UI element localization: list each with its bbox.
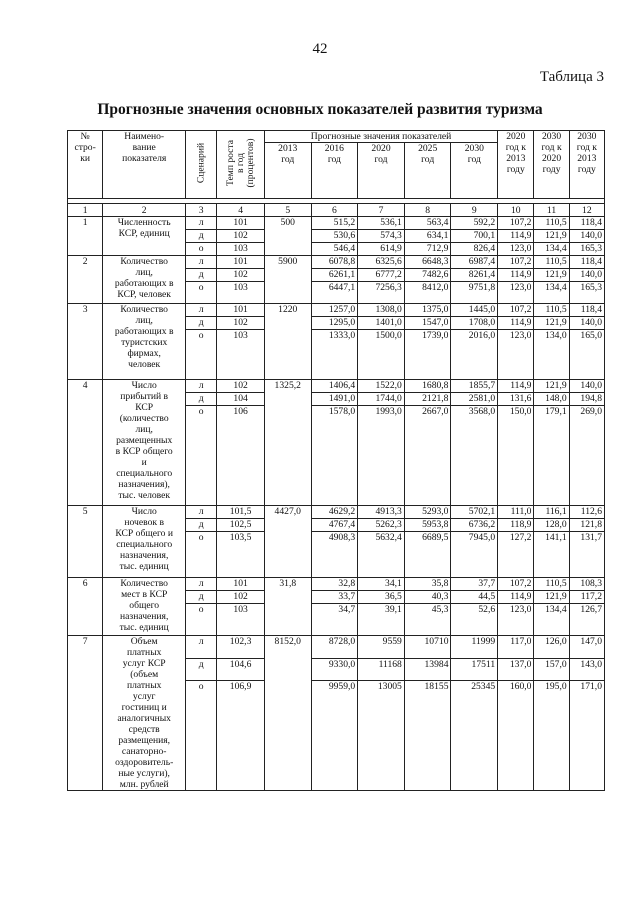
ratio-2030-2020-cell: 110,5 [534, 304, 569, 317]
value-2030-cell: 6736,2 [451, 519, 498, 532]
value-2013-cell: 1220 [264, 304, 311, 380]
scenario-cell: о [186, 681, 217, 791]
ratio-2030-2020-cell: 121,9 [534, 230, 569, 243]
ratio-2030-2020-cell: 116,1 [534, 506, 569, 519]
value-2020-cell: 614,9 [358, 243, 405, 256]
header-row-number: № стро- ки [68, 131, 103, 199]
value-2016-cell: 32,8 [311, 578, 358, 591]
value-2025-cell: 1375,0 [404, 304, 451, 317]
value-2016-cell: 530,6 [311, 230, 358, 243]
ratio-2030-2020-cell: 134,4 [534, 282, 569, 304]
ratio-2030-2013-cell: 118,4 [569, 256, 604, 269]
ratio-2030-2013-cell: 140,0 [569, 269, 604, 282]
value-2016-cell: 4908,3 [311, 532, 358, 578]
column-number: 12 [569, 204, 604, 217]
indicator-name-text: Количество мест в КСР общего назначения, тыс. единиц [119, 578, 169, 633]
scenario-cell: д [186, 269, 217, 282]
value-2020-cell: 36,5 [358, 591, 405, 604]
ratio-2030-2020-cell: 134,4 [534, 243, 569, 256]
column-number: 1 [68, 204, 103, 217]
value-2016-cell: 9330,0 [311, 658, 358, 681]
scenario-cell: о [186, 532, 217, 578]
value-2025-cell: 7482,6 [404, 269, 451, 282]
table-row [68, 256, 605, 269]
table-row [68, 636, 605, 659]
table-row [68, 578, 605, 591]
value-2016-cell: 8728,0 [311, 636, 358, 659]
indicator-name [103, 578, 186, 636]
page-number: 42 [312, 41, 328, 57]
growth-rate-cell: 101 [217, 256, 265, 269]
ratio-2020-2013-cell: 160,0 [498, 681, 534, 791]
value-2030-cell: 44,5 [451, 591, 498, 604]
header-year-2030: 2030 год [451, 143, 498, 199]
ratio-2020-2013-cell: 114,9 [498, 230, 534, 243]
value-2016-cell: 1491,0 [311, 393, 358, 406]
scenario-cell: о [186, 282, 217, 304]
ratio-2020-2013-cell: 107,2 [498, 256, 534, 269]
ratio-2030-2020-cell: 134,0 [534, 330, 569, 380]
header-year-2013: 2013 год [264, 143, 311, 199]
growth-rate-cell: 102,5 [217, 519, 265, 532]
ratio-2030-2013-cell: 117,2 [569, 591, 604, 604]
value-2030-cell: 7945,0 [451, 532, 498, 578]
column-number: 9 [451, 204, 498, 217]
ratio-2020-2013-cell: 114,9 [498, 269, 534, 282]
value-2025-cell: 10710 [404, 636, 451, 659]
growth-rate-cell: 106,9 [217, 681, 265, 791]
ratio-2020-2013-cell: 137,0 [498, 658, 534, 681]
value-2030-cell: 52,6 [451, 604, 498, 636]
ratio-2030-2020-cell: 128,0 [534, 519, 569, 532]
value-2016-cell: 34,7 [311, 604, 358, 636]
value-2020-cell: 13005 [358, 681, 405, 791]
growth-rate-cell: 106 [217, 406, 265, 506]
value-2030-cell: 700,1 [451, 230, 498, 243]
value-2020-cell: 5262,3 [358, 519, 405, 532]
ratio-2020-2013-cell: 150,0 [498, 406, 534, 506]
value-2016-cell: 4629,2 [311, 506, 358, 519]
growth-rate-cell: 104,6 [217, 658, 265, 681]
indicator-name-text: Число прибытий в КСР (количество лиц, размещенных в КСР общего и специального назначения), тыс. человек [115, 380, 173, 501]
scenario-cell: л [186, 304, 217, 317]
column-number: 4 [217, 204, 265, 217]
value-2025-cell: 18155 [404, 681, 451, 791]
indicators-table [67, 130, 605, 791]
value-2020-cell: 7256,3 [358, 282, 405, 304]
indicator-name [103, 636, 186, 791]
ratio-2030-2013-cell: 140,0 [569, 230, 604, 243]
ratio-2020-2013-cell: 107,2 [498, 304, 534, 317]
value-2020-cell: 1500,0 [358, 330, 405, 380]
value-2030-cell: 1855,7 [451, 380, 498, 393]
value-2020-cell: 574,3 [358, 230, 405, 243]
ratio-2020-2013-cell: 114,9 [498, 317, 534, 330]
scenario-cell: д [186, 230, 217, 243]
ratio-2030-2020-cell: 121,9 [534, 591, 569, 604]
ratio-2030-2013-cell: 118,4 [569, 304, 604, 317]
header-year-2020: 2020 год [358, 143, 405, 199]
value-2020-cell: 39,1 [358, 604, 405, 636]
table-row [68, 506, 605, 519]
ratio-2030-2013-cell: 118,4 [569, 217, 604, 230]
growth-rate-cell: 102 [217, 269, 265, 282]
column-number: 6 [311, 204, 358, 217]
header-growth-rate: Темп роста в год (процентов) [217, 131, 265, 199]
value-2020-cell: 4913,3 [358, 506, 405, 519]
value-2030-cell: 592,2 [451, 217, 498, 230]
column-number: 3 [186, 204, 217, 217]
value-2013-cell: 31,8 [264, 578, 311, 636]
value-2025-cell: 2121,8 [404, 393, 451, 406]
row-number: 3 [68, 304, 103, 380]
scenario-cell: д [186, 591, 217, 604]
ratio-2030-2013-cell: 131,7 [569, 532, 604, 578]
value-2025-cell: 1680,8 [404, 380, 451, 393]
growth-rate-cell: 101 [217, 217, 265, 230]
value-2025-cell: 13984 [404, 658, 451, 681]
ratio-2020-2013-cell: 123,0 [498, 282, 534, 304]
growth-rate-cell: 102 [217, 230, 265, 243]
value-2016-cell: 33,7 [311, 591, 358, 604]
value-2020-cell: 1993,0 [358, 406, 405, 506]
ratio-2020-2013-cell: 131,6 [498, 393, 534, 406]
value-2025-cell: 1739,0 [404, 330, 451, 380]
value-2020-cell: 11168 [358, 658, 405, 681]
ratio-2020-2013-cell: 127,2 [498, 532, 534, 578]
scenario-cell: д [186, 393, 217, 406]
value-2030-cell: 2581,0 [451, 393, 498, 406]
ratio-2030-2013-cell: 143,0 [569, 658, 604, 681]
indicator-name-text: Количество лиц, работающих в КСР, человек [114, 256, 174, 300]
scenario-cell: л [186, 636, 217, 659]
value-2030-cell: 1708,0 [451, 317, 498, 330]
ratio-2020-2013-cell: 123,0 [498, 330, 534, 380]
value-2030-cell: 9751,8 [451, 282, 498, 304]
growth-rate-cell: 103 [217, 282, 265, 304]
growth-rate-cell: 101,5 [217, 506, 265, 519]
header-year-2025: 2025 год [404, 143, 451, 199]
ratio-2030-2020-cell: 141,1 [534, 532, 569, 578]
table-label: Таблица 3 [539, 69, 604, 85]
ratio-2030-2013-cell: 108,3 [569, 578, 604, 591]
ratio-2020-2013-cell: 107,2 [498, 578, 534, 591]
header-ratio-2030-2013: 2030 год к 2013 году [569, 131, 604, 199]
scenario-cell: л [186, 506, 217, 519]
value-2025-cell: 6689,5 [404, 532, 451, 578]
value-2016-cell: 1257,0 [311, 304, 358, 317]
ratio-2020-2013-cell: 123,0 [498, 243, 534, 256]
ratio-2030-2013-cell: 147,0 [569, 636, 604, 659]
ratio-2030-2013-cell: 269,0 [569, 406, 604, 506]
value-2016-cell: 6078,8 [311, 256, 358, 269]
growth-rate-cell: 102 [217, 317, 265, 330]
value-2020-cell: 9559 [358, 636, 405, 659]
indicator-name [103, 380, 186, 506]
scenario-cell: о [186, 330, 217, 380]
ratio-2030-2013-cell: 194,8 [569, 393, 604, 406]
growth-rate-cell: 102,3 [217, 636, 265, 659]
ratio-2030-2013-cell: 112,6 [569, 506, 604, 519]
value-2025-cell: 6648,3 [404, 256, 451, 269]
value-2025-cell: 5953,8 [404, 519, 451, 532]
ratio-2030-2020-cell: 121,9 [534, 269, 569, 282]
header-indicator-name: Наимено- вание показателя [103, 131, 186, 199]
ratio-2030-2020-cell: 121,9 [534, 317, 569, 330]
value-2016-cell: 546,4 [311, 243, 358, 256]
ratio-2020-2013-cell: 118,9 [498, 519, 534, 532]
row-number: 6 [68, 578, 103, 636]
ratio-2020-2013-cell: 111,0 [498, 506, 534, 519]
row-number: 1 [68, 217, 103, 256]
table-body [68, 199, 605, 791]
scenario-cell: о [186, 406, 217, 506]
ratio-2030-2013-cell: 165,3 [569, 282, 604, 304]
growth-rate-cell: 102 [217, 591, 265, 604]
value-2030-cell: 17511 [451, 658, 498, 681]
ratio-2020-2013-cell: 114,9 [498, 591, 534, 604]
ratio-2020-2013-cell: 117,0 [498, 636, 534, 659]
value-2025-cell: 2667,0 [404, 406, 451, 506]
value-2020-cell: 5632,4 [358, 532, 405, 578]
indicator-name-text: Количество лиц, работающих в туристских фирмах, человек [114, 304, 174, 370]
row-number: 5 [68, 506, 103, 578]
header-ratio-2020-2013: 2020 год к 2013 году [498, 131, 534, 199]
indicator-name [103, 506, 186, 578]
value-2020-cell: 1744,0 [358, 393, 405, 406]
value-2020-cell: 34,1 [358, 578, 405, 591]
value-2020-cell: 1308,0 [358, 304, 405, 317]
ratio-2030-2020-cell: 126,0 [534, 636, 569, 659]
ratio-2030-2020-cell: 148,0 [534, 393, 569, 406]
header-scenario: Сценарий [186, 131, 217, 199]
growth-rate-cell: 103,5 [217, 532, 265, 578]
scenario-cell: л [186, 217, 217, 230]
value-2025-cell: 1547,0 [404, 317, 451, 330]
value-2013-cell: 8152,0 [264, 636, 311, 791]
scenario-cell: о [186, 243, 217, 256]
growth-rate-cell: 103 [217, 330, 265, 380]
ratio-2020-2013-cell: 114,9 [498, 380, 534, 393]
scenario-cell: д [186, 519, 217, 532]
header-ratio-2030-2020: 2030 год к 2020 году [534, 131, 569, 199]
value-2020-cell: 6777,2 [358, 269, 405, 282]
scenario-cell: д [186, 658, 217, 681]
ratio-2030-2020-cell: 110,5 [534, 256, 569, 269]
scenario-cell: о [186, 604, 217, 636]
value-2016-cell: 515,2 [311, 217, 358, 230]
value-2016-cell: 6447,1 [311, 282, 358, 304]
column-number: 10 [498, 204, 534, 217]
scenario-cell: л [186, 380, 217, 393]
value-2016-cell: 1333,0 [311, 330, 358, 380]
value-2020-cell: 1522,0 [358, 380, 405, 393]
ratio-2030-2013-cell: 126,7 [569, 604, 604, 636]
indicator-name-text: Объем платных услуг КСР (объем платных услуг гостиниц и аналогичных средств размещения, санаторно- оздоровитель- ные услуги), млн. рублей [115, 636, 174, 790]
growth-rate-cell: 103 [217, 604, 265, 636]
indicator-name-text: Численность КСР, единиц [117, 217, 171, 239]
indicator-name-text: Число ночевок в КСР общего и специального назначения, тыс. единиц [115, 506, 174, 572]
column-number: 8 [404, 204, 451, 217]
ratio-2030-2020-cell: 110,5 [534, 578, 569, 591]
value-2025-cell: 35,8 [404, 578, 451, 591]
growth-rate-cell: 104 [217, 393, 265, 406]
value-2025-cell: 8412,0 [404, 282, 451, 304]
value-2020-cell: 536,1 [358, 217, 405, 230]
value-2030-cell: 6987,4 [451, 256, 498, 269]
value-2025-cell: 45,3 [404, 604, 451, 636]
ratio-2030-2013-cell: 171,0 [569, 681, 604, 791]
table-row [68, 380, 605, 393]
document-title: Прогнозные значения основных показателей развития туризма [97, 101, 543, 118]
header-year-2016: 2016 год [311, 143, 358, 199]
row-number: 7 [68, 636, 103, 791]
value-2030-cell: 2016,0 [451, 330, 498, 380]
ratio-2030-2013-cell: 121,8 [569, 519, 604, 532]
value-2030-cell: 826,4 [451, 243, 498, 256]
value-2016-cell: 4767,4 [311, 519, 358, 532]
scenario-cell: л [186, 256, 217, 269]
table-row [68, 217, 605, 230]
value-2025-cell: 712,9 [404, 243, 451, 256]
ratio-2030-2020-cell: 121,9 [534, 380, 569, 393]
value-2016-cell: 6261,1 [311, 269, 358, 282]
value-2016-cell: 1295,0 [311, 317, 358, 330]
column-number: 2 [103, 204, 186, 217]
value-2016-cell: 9959,0 [311, 681, 358, 791]
scenario-cell: л [186, 578, 217, 591]
ratio-2030-2020-cell: 110,5 [534, 217, 569, 230]
ratio-2030-2020-cell: 134,4 [534, 604, 569, 636]
value-2013-cell: 4427,0 [264, 506, 311, 578]
ratio-2020-2013-cell: 123,0 [498, 604, 534, 636]
value-2030-cell: 5702,1 [451, 506, 498, 519]
header-forecast-group: Прогнозные значения показателей [264, 131, 497, 143]
ratio-2030-2020-cell: 195,0 [534, 681, 569, 791]
ratio-2030-2013-cell: 140,0 [569, 317, 604, 330]
value-2025-cell: 5293,0 [404, 506, 451, 519]
column-number: 7 [358, 204, 405, 217]
value-2030-cell: 8261,4 [451, 269, 498, 282]
value-2013-cell: 1325,2 [264, 380, 311, 506]
value-2025-cell: 40,3 [404, 591, 451, 604]
indicator-name [103, 217, 186, 256]
value-2013-cell: 5900 [264, 256, 311, 304]
value-2030-cell: 1445,0 [451, 304, 498, 317]
value-2020-cell: 1401,0 [358, 317, 405, 330]
value-2016-cell: 1406,4 [311, 380, 358, 393]
row-number: 2 [68, 256, 103, 304]
growth-rate-cell: 102 [217, 380, 265, 393]
indicator-name [103, 256, 186, 304]
value-2025-cell: 563,4 [404, 217, 451, 230]
row-number: 4 [68, 380, 103, 506]
ratio-2030-2013-cell: 165,0 [569, 330, 604, 380]
table-row [68, 304, 605, 317]
value-2030-cell: 3568,0 [451, 406, 498, 506]
growth-rate-cell: 101 [217, 304, 265, 317]
ratio-2030-2013-cell: 140,0 [569, 380, 604, 393]
value-2016-cell: 1578,0 [311, 406, 358, 506]
value-2020-cell: 6325,6 [358, 256, 405, 269]
value-2013-cell: 500 [264, 217, 311, 256]
ratio-2030-2020-cell: 157,0 [534, 658, 569, 681]
growth-rate-cell: 101 [217, 578, 265, 591]
column-number: 5 [264, 204, 311, 217]
growth-rate-cell: 103 [217, 243, 265, 256]
value-2025-cell: 634,1 [404, 230, 451, 243]
value-2030-cell: 11999 [451, 636, 498, 659]
column-number: 11 [534, 204, 569, 217]
value-2030-cell: 37,7 [451, 578, 498, 591]
value-2030-cell: 25345 [451, 681, 498, 791]
column-numbers-row [68, 204, 605, 217]
indicator-name [103, 304, 186, 380]
ratio-2030-2013-cell: 165,3 [569, 243, 604, 256]
ratio-2030-2020-cell: 179,1 [534, 406, 569, 506]
ratio-2020-2013-cell: 107,2 [498, 217, 534, 230]
scenario-cell: д [186, 317, 217, 330]
